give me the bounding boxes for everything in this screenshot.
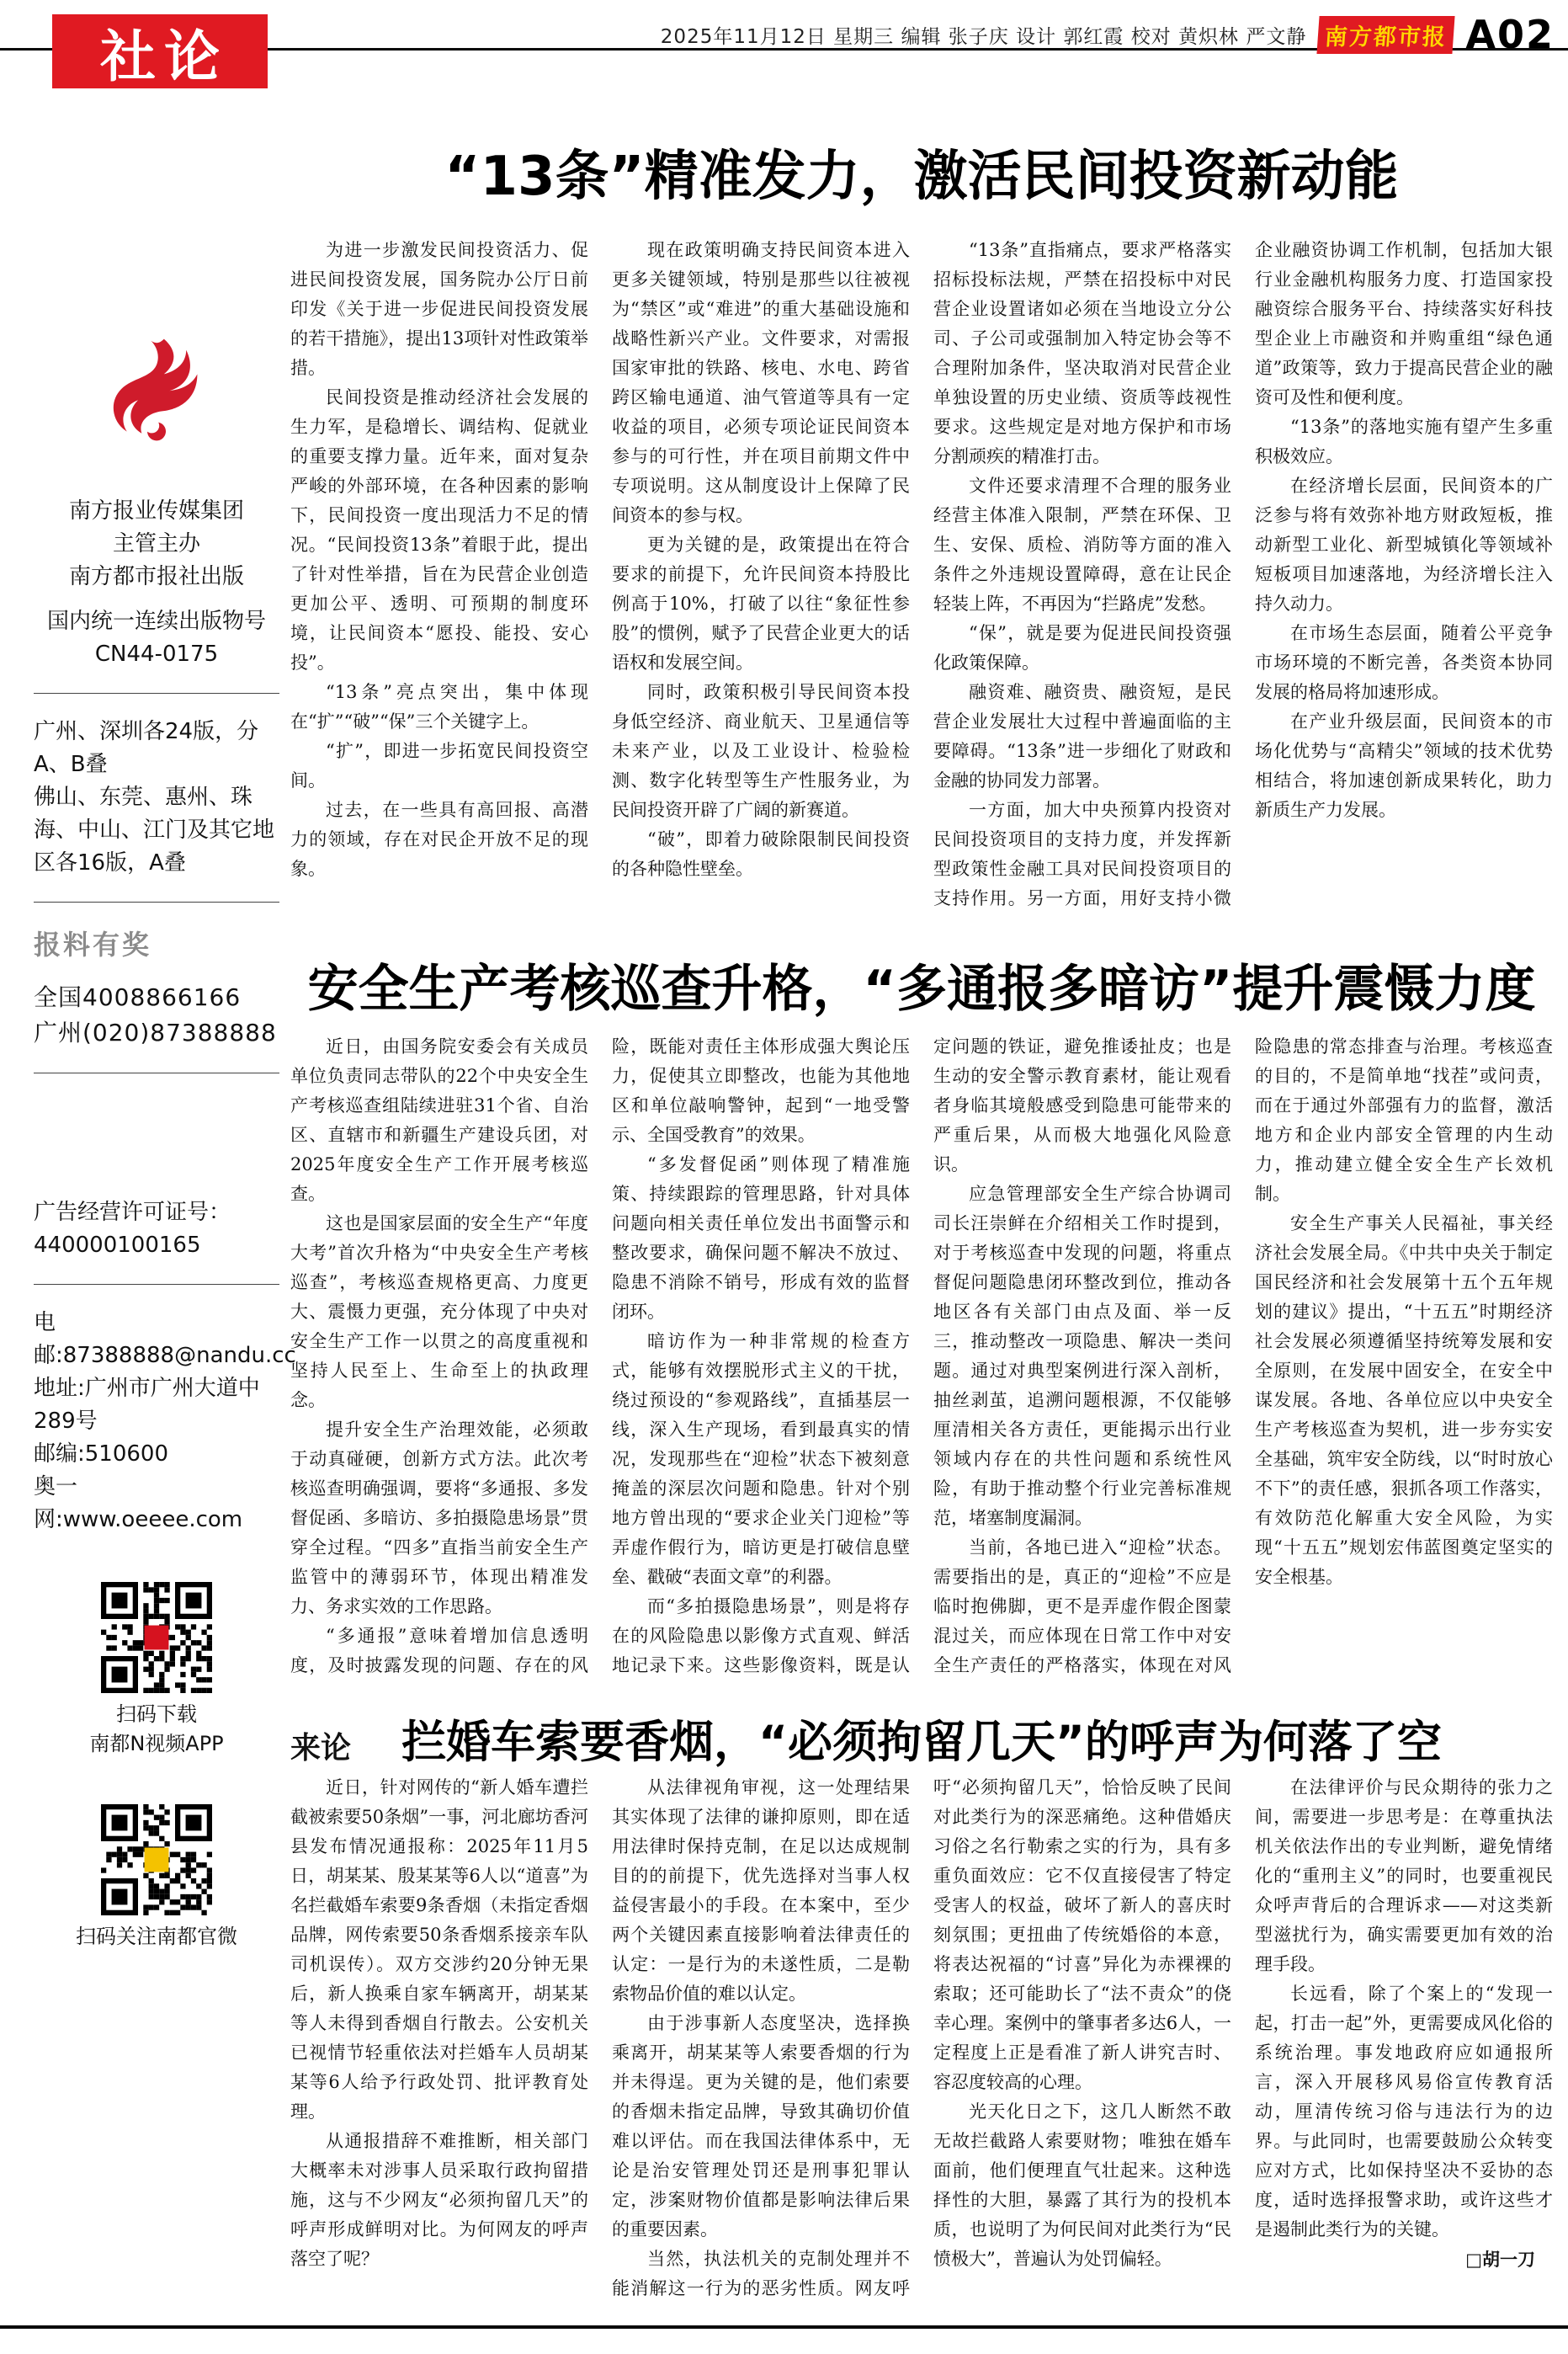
article2-headline: 安全生产考核巡查升格，“多通报多暗访”提升震慑力度 bbox=[307, 960, 1536, 1019]
paragraph: 在产业升级层面，民间资本的市场化优势与“高精尖”领域的技术优势相结合，将加速创新成果转化，助力新质生产力发展。 bbox=[1255, 711, 1553, 820]
paragraph: 民间投资是推动经济社会发展的生力军，是稳增长、调结构、促就业的重要支撑力量。近年来，面对复杂严峻的外部环境，在各种因素的影响下，民间投资一度出现活力不足的情况。“民间投资13条”着眼于此，提出了针对性举措，旨在为民营企业创造更加公平、透明、可预期的制度环境，让民间资本“愿投、能投、安心投”。 bbox=[290, 387, 588, 673]
text-line: 南都N视频APP bbox=[89, 1731, 224, 1755]
issn-block bbox=[34, 605, 279, 671]
qr-code-weibo bbox=[34, 1804, 279, 1915]
text-line: 主管主办 bbox=[112, 531, 200, 557]
masthead-sidebar bbox=[34, 337, 296, 1951]
divider bbox=[34, 902, 279, 903]
spacer bbox=[34, 1095, 279, 1196]
paragraph: 现在政策明确支持民间资本进入更多关键领域，特别是那些以往被视为“禁区”或“难进”的重大基础设施和战略性新兴产业。文件要求，对需报国家审批的铁路、核电、水电、跨省跨区输电通道、油气管道等具有一定收益的项目，必须专项论证民间资本参与的可行性，并在项目前期文件中专项说明。这从制度设计上保障了民间资本的参与权。 bbox=[612, 240, 910, 525]
paragraph: 应急管理部安全生产综合协调司司长汪崇鲜在介绍相关工作时提到，对于考核巡查中发现的问题，将重点督促问题隐患闭环整改到位，推动各地区各有关部门由点及面、举一反三，推动整改一项隐患、解决一类问题。通过对典型案例进行深入剖析，抽丝剥茧，追溯问题根源，不仅能够厘清相关各方责任，更能揭示出行业领域内存在的共性问题和系统性风险，有助于推动整个行业完善标准规范，堵塞制度漏洞。 bbox=[933, 1184, 1231, 1528]
text-line: 440000100165 bbox=[34, 1233, 201, 1258]
staff-credits: 编辑 张子庆 设计 郭红霞 校对 黄炽林 严文静 bbox=[901, 25, 1307, 48]
text-line: 广州、深圳各24版，分A、B叠 bbox=[34, 719, 259, 777]
footer-rule bbox=[0, 2325, 1568, 2329]
qr-app-block bbox=[34, 1582, 279, 1759]
paragraph: 文件还要求清理不合理的服务业经营主体准入限制，严禁在环保、卫生、安保、质检、消防等方面的准入条件之外违规设置障碍，意在让民企轻装上阵，不再因为“拦路虎”发愁。 bbox=[933, 476, 1231, 614]
paragraph: 暗访作为一种非常规的检查方式，能够有效摆脱形式主义的干扰，绕过预设的“参观路线”，直插基层一线，深入生产现场，看到最真实的情况，发现那些在“迎检”状态下被刻意掩盖的深层次问题和隐患。针对个别地方曾出现的“要求企业关门迎检”等弄虚作假行为，暗访更是打破信息壁垒、戳破“表面文章”的利器。 bbox=[612, 1331, 910, 1587]
text-line: 广州(020)87388888 bbox=[34, 1019, 277, 1047]
paragraph: 当然，执法机关的克制处理并不能消解这一行为的恶劣性质。网友呼吁“必须拘留几天”，恰恰反映了民间对此类行为的深恶痛绝。这种借婚庆习俗之名行勒索之实的行为，具有多重负面效应：它不仅直接侵害了特定受害人的权益，破坏了新人的喜庆时刻氛围；更扭曲了传统婚俗的本意，将表达祝福的“讨喜”异化为赤裸裸的索取；还可能助长了“法不责众”的侥幸心理。案例中的肇事者多达6人，一定程度上正是看准了新人讲究吉时、容忍度较高的心理。 bbox=[612, 1777, 1231, 2298]
article3-byline: □胡一刀 bbox=[1465, 2249, 1535, 2270]
section-label: 社论 bbox=[100, 24, 228, 89]
date-text: 2025年11月12日 星期三 bbox=[660, 25, 895, 48]
paragraph: 近日，由国务院安委会有关成员单位负责同志带队的22个中央安全生产考核巡查组陆续进驻31个省、自治区、直辖市和新疆生产建设兵团，对2025年度安全生产工作开展考核巡查。 bbox=[290, 1036, 588, 1204]
publisher-block bbox=[34, 495, 279, 594]
article1-headline: “13条”精准发力，激活民间投资新动能 bbox=[444, 146, 1399, 208]
editions-block bbox=[34, 716, 279, 880]
masthead-logo: 南方都市报 bbox=[1317, 16, 1455, 54]
article2-body bbox=[290, 1032, 1553, 1694]
contact-block bbox=[34, 1307, 296, 1536]
article3-kicker: 来论 bbox=[290, 1731, 352, 1766]
paragraph: “13条”直指痛点，要求严格落实招标投标法规，严禁在招投标中对民营企业设置诸如必须在当地设立分公司、子公司或强制加入特定协会等不合理附加条件，坚决取消对民营企业单独设置的历史业绩、资质等歧视性要求。这些规定是对地方保护和市场分割顽疾的精准打击。 bbox=[933, 240, 1231, 466]
main-content bbox=[290, 126, 1553, 2325]
paragraph: “多发督促函”则体现了精准施策、持续跟踪的管理思路，针对具体问题向相关责任单位发出书面警示和整改要求，确保问题不解决不放过、隐患不消除不销号，形成有效的监督闭环。 bbox=[612, 1154, 910, 1322]
paragraph: 光天化日之下，这几人断然不敢无故拦截路人索要财物；唯独在婚车面前，他们便理直气壮起来。这种选择性的大胆，暴露了其行为的投机本质，也说明了为何民间对此类行为“民愤极大”，普遍认为处罚偏轻。 bbox=[933, 2101, 1231, 2269]
paragraph: 这也是国家层面的安全生产“年度大考”首次升格为“中央安全生产考核巡查”，考核巡查规格更高、力度更大、震慑力更强，充分体现了中央对安全生产工作一以贯之的高度重视和坚持人民至上、生命至上的执政理念。 bbox=[290, 1213, 588, 1410]
paragraph: 一方面，加大中央预算内投资对民间投资项目的支持力度，并发挥新型政策性金融工具对民间投资项目的支持作用。另一方面，用好支持小微企业融资协调工作机制，包括加大银行业金融机构服务力度、打造国家投融资综合服务平台、持续落实好科技型企业上市融资和并购重组“绿色通道”政策等，致力于提高民营企业的融资可及性和便利度。 bbox=[933, 240, 1553, 908]
paragraph: 提升安全生产治理效能，必须敢于动真碰硬，创新方式方法。此次考核巡查明确强调，要将“多通报、多发督促函、多暗访、多拍摄隐患场景”贯穿全过程。“四多”直指当前安全生产监管中的薄弱环节，体现出精准发力、务求实效的工作思路。 bbox=[290, 1419, 588, 1616]
article3-header bbox=[290, 1712, 1553, 1773]
text-line: 电邮:87388888@nandu.cc bbox=[34, 1310, 296, 1368]
paragraph: 在法律评价与民众期待的张力之间，需要进一步思考是：在尊重执法机关依法作出的专业判断，避免情绪化的“重刑主义”的同时，也要重视民众呼声背后的合理诉求——对这类新型滋扰行为，确实需要更加有效的治理手段。 bbox=[1255, 1777, 1553, 1974]
paragraph: “13条”亮点突出，集中体现在“扩”“破”“保”三个关键字上。 bbox=[290, 682, 588, 732]
article3-body bbox=[290, 1773, 1553, 2325]
paragraph: 为进一步激发民间投资活力、促进民间投资发展，国务院办公厅日前印发《关于进一步促进民间投资发展的若干措施》，提出13项针对性政策举措。 bbox=[290, 240, 588, 378]
article3-headline: 拦婚车索要香烟，“必须拘留几天”的呼声为何落了空 bbox=[401, 1717, 1442, 1768]
paragraph: “多通报”意味着增加信息透明度，及时披露发现的问题、存在的风险，既能对责任主体形成强大舆论压力，促使其立即整改，也能为其他地区和单位敲响警钟，起到“一地受警示、全国受教育”的效果。 bbox=[290, 1036, 910, 1675]
paragraph: “保”，就是要为促进民间投资强化政策保障。 bbox=[933, 623, 1231, 673]
article1-body bbox=[290, 236, 1553, 926]
text-line: 邮编:510600 bbox=[34, 1441, 169, 1467]
qr-app-caption bbox=[34, 1700, 279, 1759]
qr-code-app bbox=[34, 1582, 279, 1693]
paragraph: 同时，政策积极引导民间资本投身低空经济、商业航天、卫星通信等未来产业，以及工业设计、检验检测、数字化转型等生产性服务业，为民间投资开辟了广阔的新赛道。 bbox=[612, 682, 910, 820]
text-line: 南方报业传媒集团 bbox=[68, 498, 244, 524]
paragraph: 融资难、融资贵、融资短，是民营企业发展壮大过程中普遍面临的主要障碍。“13条”进一步细化了财政和金融的协同发力部署。 bbox=[933, 682, 1231, 791]
tipoff-title: 报料有奖 bbox=[34, 929, 152, 961]
text-line: 奥一网:www.oeeee.com bbox=[34, 1474, 243, 1532]
paragraph: 在经济增长层面，民间资本的广泛参与将有效弥补地方财政短板，推动新型工业化、新型城镇化等领域补短板项目加速落地，为经济增长注入持久动力。 bbox=[1255, 476, 1553, 614]
text-line: 广告经营许可证号： bbox=[34, 1200, 231, 1225]
text-line: 全国4008866166 bbox=[34, 983, 242, 1011]
ad-license-block bbox=[34, 1196, 279, 1262]
divider bbox=[34, 1284, 279, 1285]
text-line: CN44-0175 bbox=[94, 642, 219, 667]
text-line: 扫码关注南都官微 bbox=[76, 1924, 237, 1948]
text-line: 地址:广州市广州大道中289号 bbox=[34, 1376, 260, 1434]
paragraph: “扩”，即进一步拓宽民间投资空间。 bbox=[290, 741, 588, 791]
paragraph: 由于涉事新人态度坚决，选择换乘离开，胡某某等人索要香烟的行为并未得逞。更为关键的是，他们索要的香烟未指定品牌，导致其确切价值难以评估。而在我国法律体系中，无论是治安管理处罚还是刑事犯罪认定，涉案财物价值都是影响法律后果的重要因素。 bbox=[612, 2013, 910, 2239]
section-label-box bbox=[52, 14, 268, 88]
paragraph: 而“多拍摄隐患场景”，则是将存在的风险隐患以影像方式直观、鲜活地记录下来。这些影像资料，既是认定问题的铁证，避免推诿扯皮；也是生动的安全警示教育素材，能让观看者身临其境般感受到隐患可能带来的严重后果，从而极大地强化风险意识。 bbox=[612, 1036, 1231, 1675]
paragraph: 从法律视角审视，这一处理结果其实体现了法律的谦抑原则，即在适用法律时保持克制，在足以达成规制目的的前提下，优先选择对当事人权益侵害最小的手段。在本案中，至少两个关键因素直接影响着法律责任的认定：一是行为的未遂性质，二是勒索物品价值的难以认定。 bbox=[612, 1777, 910, 2004]
paragraph: “13条”的落地实施有望产生多重积极效应。 bbox=[1255, 417, 1553, 466]
header-meta bbox=[661, 12, 1555, 57]
qr-weibo-caption bbox=[34, 1922, 279, 1952]
paragraph: 在市场生态层面，随着公平竞争市场环境的不断完善，各类资本协同发展的格局将加速形成。 bbox=[1255, 623, 1553, 702]
paragraph: 更为关键的是，政策提出在符合要求的前提下，允许民间资本持股比例高于10%，打破了以往“象征性参股”的惯例，赋予了民营企业更大的话语权和发展空间。 bbox=[612, 535, 910, 673]
qr-weibo-block bbox=[34, 1804, 279, 1952]
divider bbox=[34, 693, 279, 694]
paragraph: “破”，即着力破除限制民间投资的各种隐性壁垒。 bbox=[612, 829, 910, 879]
paragraph: 安全生产事关人民福祉，事关经济社会发展全局。《中共中央关于制定国民经济和社会发展第十五个五年规划的建议》提出，“十五五”时期经济社会发展必须遵循坚持统筹发展和安全原则，在发展中固安全，在安全中谋发展。各地、各单位应以中央安全生产考核巡查为契机，进一步夯实安全基础，筑牢安全防线，以“时时放心不下”的责任感，狠抓各项工作落实，有效防范化解重大安全风险，为实现“十五五”规划宏伟蓝图奠定坚实的安全根基。 bbox=[1255, 1213, 1553, 1587]
text-line: 南方都市报社出版 bbox=[68, 564, 244, 589]
flame-logo-icon bbox=[110, 337, 203, 441]
page-number: A02 bbox=[1465, 12, 1555, 57]
text-line: 扫码下载 bbox=[116, 1702, 197, 1726]
text-line: 佛山、东莞、惠州、珠海、中山、江门及其它地区各16版，A叠 bbox=[34, 785, 275, 876]
paragraph: 当前，各地已进入“迎检”状态。需要指出的是，真正的“迎检”不应是临时抱佛脚，更不是弄虚作假企图蒙混过关，而应体现在日常工作中对安全生产责任的严格落实，体现在对风险隐患的常态排查与治理。考核巡查的目的，不是简单地“找茬”或问责，而在于通过外部强有力的监督，激活地方和企业内部安全管理的内生动力，推动建立健全安全生产长效机制。 bbox=[933, 1036, 1553, 1675]
dateline bbox=[661, 21, 1307, 49]
paragraph: 从通报措辞不难推断，相关部门大概率未对涉事人员采取行政拘留措施，这与不少网友“必须拘留几天”的呼声形成鲜明对比。为何网友的呼声落空了呢？ bbox=[290, 2131, 588, 2269]
paragraph: 过去，在一些具有高回报、高潜力的领域，存在对民企开放不足的现象。 bbox=[290, 800, 588, 879]
text-line: 国内统一连续出版物号 bbox=[46, 609, 266, 634]
paragraph: 近日，针对网传的“新人婚车遭拦截被索要50条烟”一事，河北廊坊香河县发布情况通报称：2025年11月5日，胡某某、殷某某等6人以“道喜”为名拦截婚车索要9条香烟（未指定香烟品牌，网传索要50条香烟系接亲车队司机误传）。双方交涉约20分钟无果后，新人换乘自家车辆离开，胡某某等人未得到香烟自行散去。公安机关已视情节轻重依法对拦婚车人员胡某某等6人给予行政处罚、批评教育处理。 bbox=[290, 1777, 588, 2122]
paragraph: 长远看，除了个案上的“发现一起，打击一起”外，更需要成风化俗的系统治理。事发地政府应如通报所言，深入开展移风易俗宣传教育活动，厘清传统习俗与违法行为的边界。与此同时，也需要鼓励公众转变应对方式，比如保持坚决不妥协的态度，适时选择报警求助，或许这些才是遏制此类行为的关键。 bbox=[1255, 1984, 1553, 2239]
tipoff-phones bbox=[34, 980, 279, 1051]
